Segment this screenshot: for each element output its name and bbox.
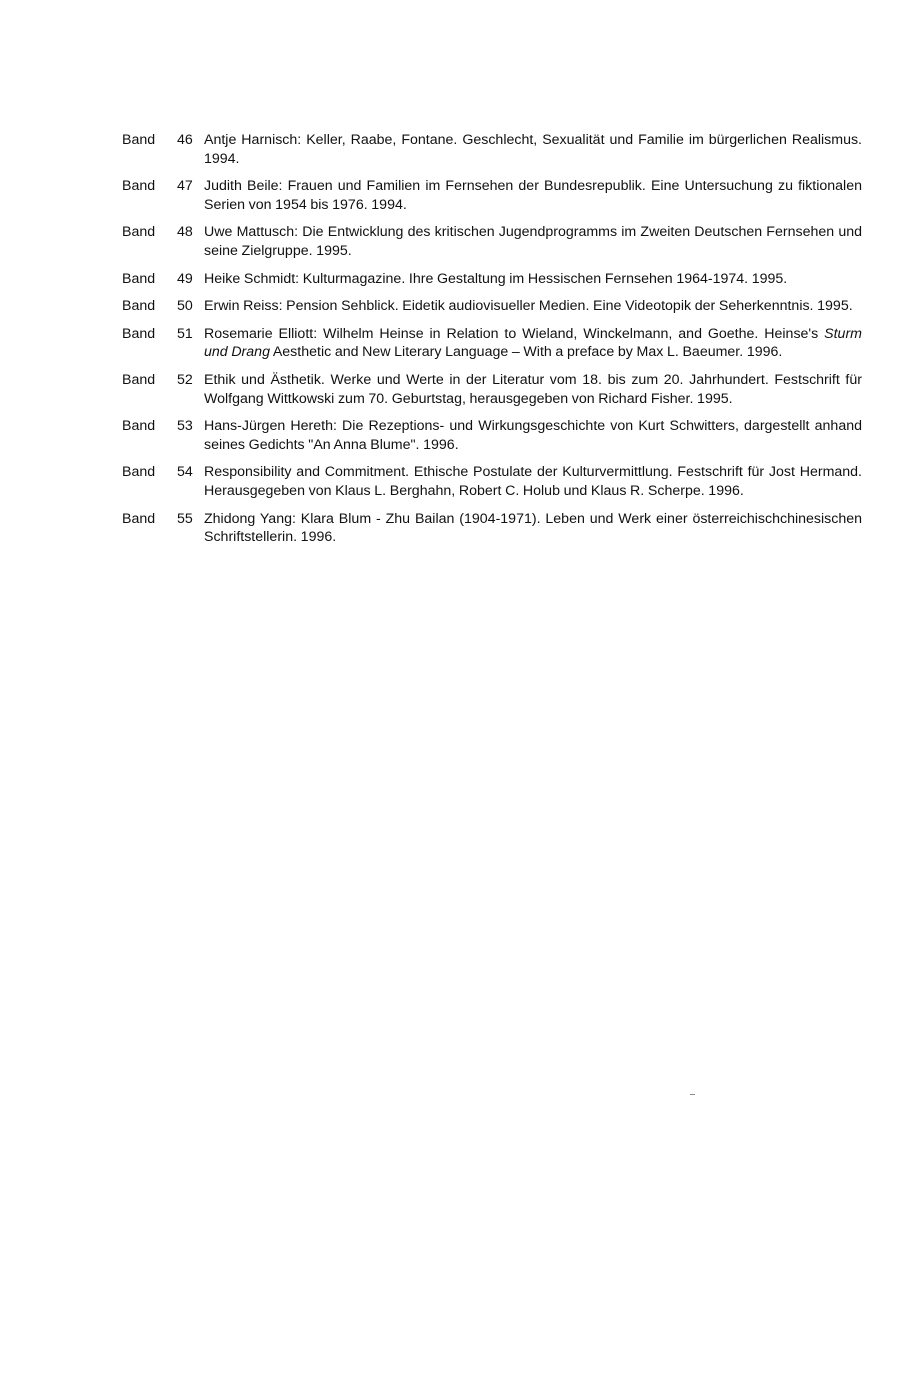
band-number: 54 [177,464,193,481]
band-number: 52 [177,371,193,388]
list-item [122,297,862,316]
band-label: Band [122,510,156,527]
entry-text: Ethik und Ästhetik. Werke und Werte in der Literatur vom 18. bis zum 20. Jahrhundert. Festschrift für Wolfgang Wittkowski zum 70. Geburtstag, herausgegeben von Richard Fisher. 1995. [204,371,862,407]
list-item [122,131,862,168]
entry-text: Erwin Reiss: Pension Sehblick. Eidetik audiovisueller Medien. Eine Videotopik der Seherkenntnis. 1995. [204,298,853,315]
band-label: Band [122,464,156,481]
list-item [122,371,862,408]
band-label: Band [122,132,156,148]
entry-text: Heike Schmidt: Kulturmagazine. Ihre Gestaltung im Hessischen Fernsehen 1964-1974. 1995. [204,270,788,287]
band-label: Band [122,298,156,315]
band-number: 53 [177,418,193,435]
band-number: 49 [177,270,193,287]
italic-title: Sturm und Drang [204,325,862,361]
band-number: 47 [177,178,193,195]
band-label: Band [122,325,156,342]
band-number: 50 [177,298,193,315]
band-label: Band [122,224,156,241]
band-label: Band [122,270,156,287]
entry-text: Antje Harnisch: Keller, Raabe, Fontane. Geschlecht, Sexualität und Familie im bürgerlichen Realismus. 1994. [204,132,862,167]
band-label: Band [122,418,156,435]
scan-speck [690,1094,695,1095]
band-label: Band [122,371,156,388]
list-item [122,325,862,362]
band-label: Band [122,178,156,195]
list-item [122,270,862,289]
band-number: 51 [177,325,193,342]
list-item [122,177,862,214]
entry-text: Rosemarie Elliott: Wilhelm Heinse in Relation to Wieland, Winckelmann, and Goethe. Heinse's Sturm und Drang Aesthetic and New Literary Language – With a preface by Max L. Baeumer. 1996. [204,325,862,361]
series-list [122,131,862,556]
list-item [122,223,862,260]
entry-text: Zhidong Yang: Klara Blum - Zhu Bailan (1904-1971). Leben und Werk einer österreichischchinesischen Schriftstellerin. 1996. [204,510,862,546]
list-item [122,510,862,547]
band-number: 48 [177,224,193,241]
entry-text: Uwe Mattusch: Die Entwicklung des kritischen Jugendprogramms im Zweiten Deutschen Fernsehen und seine Zielgruppe. 1995. [204,224,862,259]
entry-text: Responsibility and Commitment. Ethische Postulate der Kulturvermittlung. Festschrift für Jost Hermand. Herausgegeben von Klaus L. Berghahn, Robert C. Holub und Klaus R. Scherpe. 1996. [204,464,862,499]
list-item [122,463,862,500]
entry-text: Hans-Jürgen Hereth: Die Rezeptions- und Wirkungsgeschichte von Kurt Schwitters, dargestellt anhand seines Gedichts "An Anna Blume". 1996. [204,418,862,453]
band-number: 55 [177,510,193,527]
band-number: 46 [177,132,193,148]
entry-text: Judith Beile: Frauen und Familien im Fernsehen der Bundesrepublik. Eine Untersuchung zu fiktionalen Serien von 1954 bis 1976. 1994. [204,178,862,213]
list-item [122,417,862,454]
